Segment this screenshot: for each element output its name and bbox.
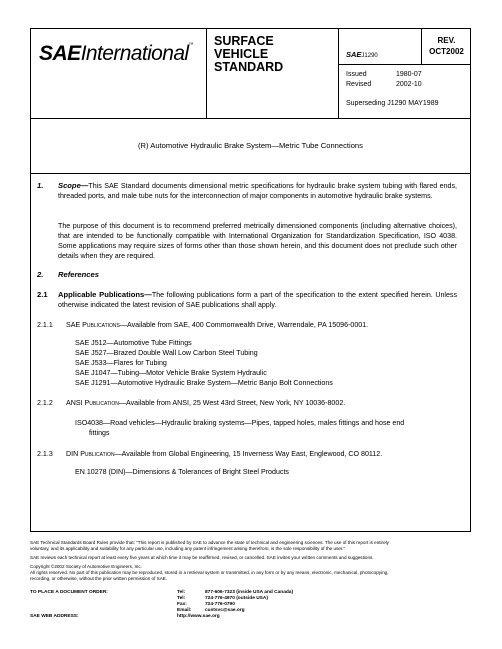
section-2-1-2 (37, 398, 345, 408)
doc-type-line-1: SURFACE (214, 34, 274, 48)
section-2-references (37, 270, 99, 279)
order-contacts (177, 590, 293, 620)
list-item: SAE J533—Flares for Tubing (75, 359, 167, 367)
contact-value: 877-606-7323 (inside USA and Canada) (205, 590, 294, 595)
footer-rules-line-1: SAE Technical Standards Board Rules provide that: "This report is published by SAE to advance the state of technical and engineering sciences. The use of this report is entirely (30, 540, 389, 545)
list-item: SAE J1047—Tubing—Motor Vehicle Brake System Hydraulic (75, 369, 267, 377)
header-divider-2 (338, 28, 339, 119)
section-2-1-1-heading: SAE Publications (66, 321, 120, 329)
section-2-1-1 (37, 320, 368, 330)
contact-label: Tel: (177, 590, 186, 595)
doc-number-sae: SAE (346, 50, 362, 59)
ansi-publication-line-2: fittings (89, 429, 110, 437)
section-2-1-3-heading: DIN Publication (66, 450, 115, 458)
doc-type-line-2: VEHICLE (214, 47, 269, 61)
section-2-1-number: 2.1 (37, 290, 48, 299)
revised-label: Revised (346, 81, 372, 88)
section-1-scope (37, 181, 457, 201)
logo-trademark: ™ (188, 42, 194, 48)
issue-info (346, 70, 439, 109)
ansi-publication-line-1: ISO4038—Road vehicles—Hydraulic braking systems—Pipes, tapped holes, males fittings and hose end (75, 419, 405, 427)
order-label: TO PLACE A DOCUMENT ORDER: (30, 590, 108, 595)
logo-sae-text: SAE (39, 42, 81, 65)
superseding-text: Superseding J1290 MAY1989 (346, 100, 439, 107)
footer-rights-line-2: recording, or otherwise, without the prior written permission of SAE. (30, 576, 168, 581)
section-2-1-heading: Applicable Publications— (58, 290, 152, 299)
contact-label: Fax: (177, 602, 187, 607)
footer-notices (30, 540, 475, 582)
list-item: SAE J527—Brazed Double Wall Low Carbon Steel Tubing (75, 349, 258, 357)
document-number (346, 44, 378, 62)
revised-value: 2002-10 (396, 81, 422, 88)
sae-international-logo (39, 42, 193, 66)
list-item: SAE J1291—Automotive Hydraulic Brake System—Metric Banjo Bolt Connections (75, 379, 333, 387)
footer-review: SAE reviews each technical report at least every five years at which time it may be reaffirmed, revised, or cancelled. SAE invites your written comments and suggestions. (30, 555, 374, 560)
contact-label: Tel: (177, 596, 186, 601)
document-type (214, 35, 283, 74)
issued-value: 1980-07 (396, 71, 422, 78)
section-1-heading: Scope— (58, 181, 89, 190)
section-2-1-text: The following publications form a part of the specification to the extent specified herein. Unless otherwise indicated the latest revision of SAE publications shall apply. (58, 291, 458, 309)
doc-type-line-3: STANDARD (214, 60, 284, 74)
contact-label: Email: (177, 608, 192, 613)
document-title: (R) Automotive Hydraulic Brake System—Metric Tube Connections (138, 141, 363, 150)
sae-publications-list (75, 338, 333, 388)
footer-copyright: Copyright ©2002 Society of Automotive Engineers, Inc. (30, 564, 142, 569)
revision-box (422, 35, 471, 57)
section-2-1-2-number: 2.1.2 (37, 399, 53, 407)
section-1-text: This SAE Standard documents dimensional metric specifications for hydraulic brake system tubing with flared ends, threaded ports, and male tube nuts for the interconnection of major components in automotive hydraulic brake systems. (58, 182, 457, 200)
section-1-paragraph-2: The purpose of this document is to recommend preferred metrically dimensioned components (including alternative choices), that are intended to be functionally compatible with International Organization for Standardization Specification, ISO 4038. Some applications may require sizes of forms other than those shown herein, and this document does not preclude such other details when they are required. (58, 222, 457, 260)
issued-label: Issued (346, 71, 367, 78)
web-address-label: SAE WEB ADDRESS: (30, 614, 79, 619)
contact-value: 724-776-4970 (outside USA) (205, 596, 268, 601)
section-2-1 (37, 290, 457, 310)
section-2-number: 2. (37, 270, 44, 279)
web-address-value[interactable]: http://www.sae.org (177, 614, 220, 619)
section-2-1-2-text: —Available from ANSI, 25 West 43rd Street, New York, NY 10036-8002. (118, 399, 346, 407)
section-2-1-1-text: —Available from SAE, 400 Commonwealth Drive, Warrendale, PA 15096-0001. (119, 321, 369, 329)
section-2-1-3-number: 2.1.3 (37, 450, 53, 458)
title-bottom-line (30, 173, 471, 174)
ansi-publication (75, 418, 404, 438)
list-item: SAE J512—Automotive Tube Fittings (75, 339, 192, 347)
footer-rights-line-1: All rights reserved. No part of this publication may be reproduced, stored in a retrieval system or transmitted, in any form or by any means, electronic, mechanical, photocopying, (30, 570, 389, 575)
header-divider-1 (206, 28, 207, 119)
footer-rules-line-2: voluntary, and its applicability and suitability for any particular use, including any patent infringement arising therefrom, is the sole responsibility of the user." (30, 546, 346, 551)
section-2-1-3 (37, 449, 382, 459)
doc-number-value: J1290 (361, 53, 378, 59)
section-2-heading: References (58, 270, 99, 279)
section-2-1-2-heading: ANSI Publication (66, 399, 119, 407)
section-2-1-1-number: 2.1.1 (37, 321, 53, 329)
header-mid-line (338, 64, 471, 65)
contact-value: 724-776-0790 (205, 602, 235, 607)
section-2-1-3-text: —Available from Global Engineering, 15 Inverness Way East, Englewood, CO 80112. (114, 450, 383, 458)
din-publication: EN 10278 (DIN)—Dimensions & Tolerances of Bright Steel Products (75, 468, 289, 476)
section-1-number: 1. (37, 181, 44, 190)
header-bottom-line (30, 118, 471, 119)
logo-international-text: International (80, 42, 189, 65)
contact-value[interactable]: custsvc@sae.org (205, 608, 245, 613)
rev-label: REV. (437, 36, 456, 45)
rev-date: OCT2002 (429, 47, 464, 56)
